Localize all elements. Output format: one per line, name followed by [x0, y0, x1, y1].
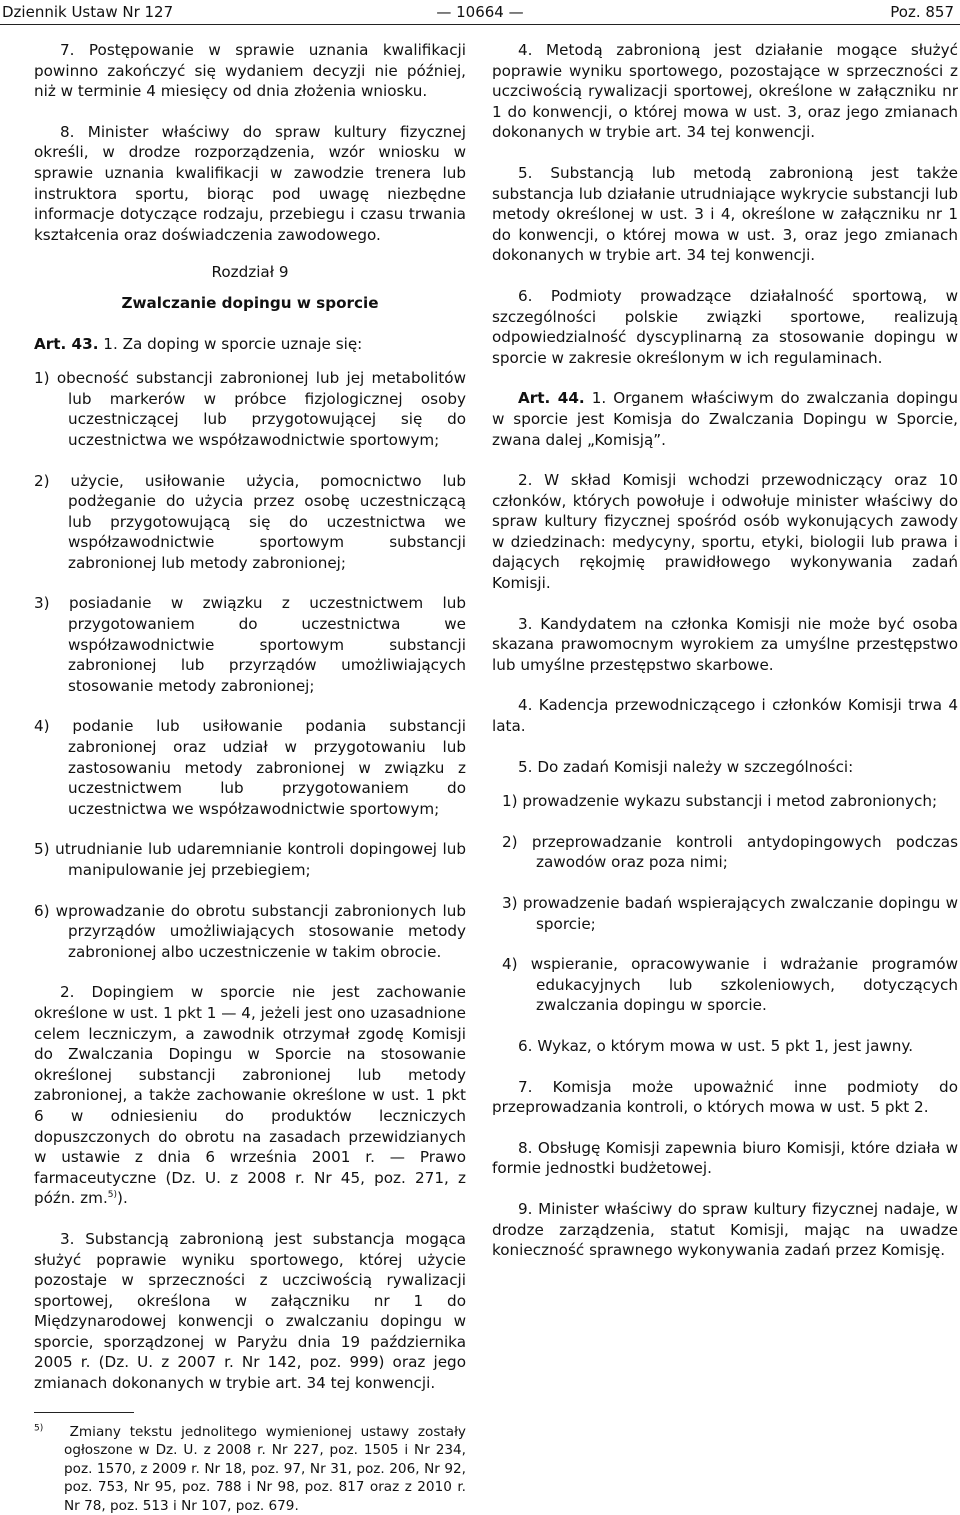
art-43-paragraph-2 [34, 982, 466, 1209]
paragraph-8: 8. Minister właściwy do spraw kultury fizycznej określi, w drodze rozporządzenia, wzór wniosku w sprawie uznania kwalifikacji w zawodzie trenera lub instruktora sportu, biorąc pod uwagę niezbędne informacje dotyczące rodzaju, przebiegu i czasu trwania kształcenia oraz doświadczenia zawodowego. [34, 122, 466, 244]
art-43-paragraph-2-end: ). [117, 1189, 128, 1208]
footnote-reference: 5) [107, 1190, 118, 1201]
art-43-intro [34, 334, 466, 355]
art-44-paragraph-1-text: 1. Organem właściwym do zwalczania dopingu w sporcie jest Komisja do Zwalczania Dopingu w Sporcie, zwana dalej „Komisją”. [492, 389, 958, 449]
art-44-paragraph-6: 6. Wykaz, o którym mowa w ust. 5 pkt 1, jest jawny. [518, 1036, 914, 1055]
art-44-item-3: 3) prowadzenie badań wspierających zwalczanie dopingu w sporcie; [502, 894, 958, 933]
position-number: Poz. 857 [890, 3, 954, 21]
footnote-marker: 5) [34, 1423, 44, 1434]
art-43-item-3: 3) posiadanie w związku z uczestnictwem lub przygotowaniem do uczestnictwa we współzawodnictwie sportowym substancji zabronionej lub przyrządów umożliwiających stosowanie metody zabronionej; [34, 594, 466, 695]
art-44-label: Art. 44. [518, 389, 585, 408]
art-43-item-6: 6) wprowadzanie do obrotu substancji zabronionych lub przyrządów umożliwiających stosowanie metody zabronionej albo uczestniczenie w takim obrocie. [34, 901, 466, 961]
art-44-paragraph-3: 3. Kandydatem na członka Komisji nie może być osoba skazana prawomocnym wyrokiem za umyślne przestępstwo lub umyślne przestępstwo skarbowe. [492, 614, 958, 674]
chapter-label: Rozdział 9 [211, 263, 289, 282]
art-43-label: Art. 43. [34, 334, 99, 353]
page-header [0, 0, 960, 24]
art-43-item-5: 5) utrudnianie lub udaremnianie kontroli dopingowej lub manipulowanie jej przebiegiem; [34, 840, 466, 879]
footnote-text: Zmiany tekstu jednolitego wymienionej ustawy zostały ogłoszone w Dz. U. z 2008 r. Nr 227, poz. 1505 i Nr 234, poz. 1570, z 2009 r. Nr 18, poz. 97, Nr 31, poz. 206, Nr 92, poz. 753, Nr 95, poz. 788 i Nr 98, poz. 817 oraz z 2010 r. Nr 78, poz. 513 i Nr 107, poz. 679. [64, 1423, 466, 1514]
footnote-rule [34, 1412, 134, 1413]
art-44-paragraph-4: 4. Kadencja przewodniczącego i członków Komisji trwa 4 lata. [492, 696, 958, 736]
art-43-item-4: 4) podanie lub usiłowanie podania substancji zabronionej oraz udział w przygotowaniu lub zastosowaniu metody zabronionej w związku z uczestnictwem lub przygotowaniem do uczestnictwa we współzawodnictwie sportowym; [34, 717, 466, 818]
art-44-paragraph-8: 8. Obsługę Komisji zapewnia biuro Komisji, które działa w formie jednostki budżetowej. [492, 1138, 958, 1178]
art-43-item-1: 1) obecność substancji zabronionej lub jej metabolitów lub markerów w próbce fizjologicznej osoby uczestniczącej lub przygotowującej się do uczestnictwa we współzawodnictwie sportowym; [34, 369, 466, 449]
right-column [492, 40, 958, 1261]
chapter-title: Zwalczanie dopingu w sporcie [121, 293, 379, 312]
art-44-paragraph-1 [492, 388, 958, 450]
art-44-paragraph-5: 5. Do zadań Komisji należy w szczególności: [518, 757, 854, 776]
art-43-paragraph-2-text: 2. Dopingiem w sporcie nie jest zachowanie określone w ust. 1 pkt 1 — 4, jeżeli jest ono uzasadnione celem leczniczym, a zawodnik otrzymał zgodę Komisji do Zwalczania Dopingu w Sporcie na stosowanie określonej substancji zabronionej lub metody zabronionej, a także zachowanie określone w ust. 1 pkt 6 w odniesieniu do produktów leczniczych dopuszczonych do obrotu na zasadach przewidzianych w ustawie z dnia 6 września 2001 r. — Prawo farmaceutyczne (Dz. U. z 2008 r. Nr 45, poz. 271, z późn. zm. [34, 983, 466, 1208]
art-44-item-4: 4) wspieranie, opracowywanie i wdrażanie programów edukacyjnych lub szkoleniowych, dotyczących zwalczania dopingu w sporcie. [502, 955, 958, 1015]
header-rule [0, 24, 960, 25]
art-43-paragraph-5: 5. Substancją lub metodą zabronioną jest także substancja lub działanie utrudniające wykrycie substancji lub metody określonej w ust. 3 i 4, określone w załączniku nr 1 do konwencji, o której mowa w ust. 3, oraz jego zmianach dokonanych w trybie art. 34 tej konwencji. [492, 163, 958, 265]
art-44-paragraph-9: 9. Minister właściwy do spraw kultury fizycznej nadaje, w drodze zarządzenia, statut Komisji, mając na uwadze konieczność sprawnego wykonywania zadań przez Komisję. [492, 1199, 958, 1260]
paragraph-7: 7. Postępowanie w sprawie uznania kwalifikacji powinno zakończyć się wydaniem decyzji nie później, niż w terminie 4 miesięcy od dnia złożenia wniosku. [34, 41, 466, 101]
art-43-intro-text: 1. Za doping w sporcie uznaje się: [98, 334, 363, 353]
art-44-item-2: 2) przeprowadzanie kontroli antydopingowych podczas zawodów oraz poza nimi; [502, 832, 958, 872]
art-44-item-1: 1) prowadzenie wykazu substancji i metod zabronionych; [502, 792, 938, 811]
footnote [34, 1423, 466, 1515]
art-43-item-2: 2) użycie, usiłowanie użycia, pomocnictwo lub podżeganie do użycia przez osobę uczestniczącą lub przygotowującą się do uczestnictwa we współzawodnictwie sportowym substancji zabronionej lub metody zabronionej; [34, 471, 466, 572]
art-44-paragraph-2: 2. W skład Komisji wchodzi przewodniczący oraz 10 członków, których powołuje i odwołuje minister właściwy do spraw kultury fizycznej spośród osób wykonujących zawody w dziedzinach: medycyny, sportu, etyki, biologii lub prawa i dających rękojmię prawidłowego wykonywania zadań Komisji. [492, 471, 958, 593]
art-43-paragraph-4: 4. Metodą zabronioną jest działanie mogące służyć poprawie wyniku sportowego, pozostające w sprzeczności z uczciwością rywalizacji sportowej, określone w załączniku nr 1 do konwencji, o której mowa w ust. 3, oraz jego zmianach dokonanych w trybie art. 34 tej konwencji. [492, 41, 958, 142]
art-43-paragraph-3: 3. Substancją zabronioną jest substancja mogąca służyć poprawie wyniku sportowego, której użycie pozostaje w sprzeczności z uczciwością rywalizacji sportowej, określona w załączniku nr 1 do Międzynarodowej konwencji o zwalczaniu dopingu w sporcie, sporządzonej w Paryżu dnia 19 października 2005 r. (Dz. U. z 2007 r. Nr 142, poz. 999) oraz jego zmianach dokonanych w trybie art. 34 tej konwencji. [34, 1229, 466, 1393]
page-number: — 10664 — [436, 3, 524, 21]
journal-title: Dziennik Ustaw Nr 127 [2, 3, 174, 21]
left-column [34, 40, 466, 1515]
art-44-paragraph-7: 7. Komisja może upoważnić inne podmioty do przeprowadzania kontroli, o których mowa w ust. 5 pkt 2. [492, 1077, 958, 1117]
art-43-paragraph-6: 6. Podmioty prowadzące działalność sportową, w szczególności polskie związki sportowe, realizują odpowiedzialność dyscyplinarną za stosowanie dopingu w sporcie w zakresie określonym w ich regulaminach. [492, 286, 958, 367]
